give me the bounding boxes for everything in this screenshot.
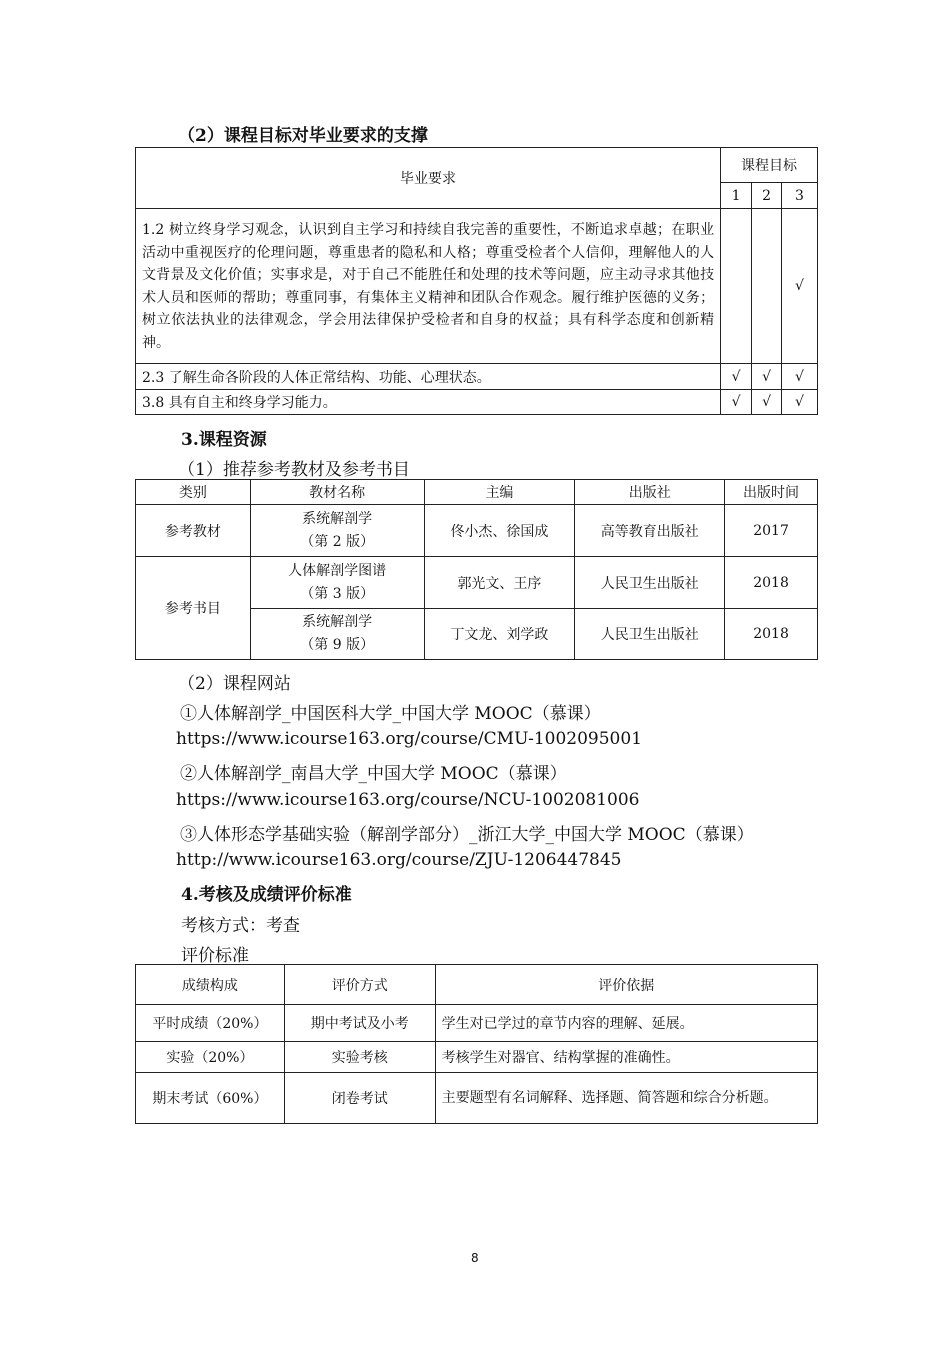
book-edition: （第 9 版） xyxy=(300,637,375,653)
header-year: 出版时间 xyxy=(725,480,818,505)
goal-mark: √ xyxy=(721,364,752,390)
book-name: 系统解剖学 xyxy=(302,510,373,527)
subheading-websites: （2）课程网站 xyxy=(178,674,291,694)
publisher-cell: 人民卫生出版社 xyxy=(575,609,725,660)
book-edition: （第 3 版） xyxy=(300,585,375,602)
goal-num-1: 1 xyxy=(721,183,752,209)
header-requirement: 毕业要求 xyxy=(136,148,721,209)
header-eval-basis: 评价依据 xyxy=(435,965,817,1005)
requirement-text: 1.2 树立终身学习观念，认识到自主学习和持续自我完善的重要性，不断追求卓越；在职业活动中重视医疗的伦理问题，尊重患者的隐私和人格；尊重受检者个人信仰，理解他人的人文背景及文化价值；实事求是，对于自己不能胜任和处理的技术等问题，应主动寻求其他技术人员和医师的帮助；尊重同事，有集体主义精神和团队合作观念。履行维护医德的义务；树立依法执业的法律观念，学会用法律保护受检者和自身的权益；具有科学态度和创新精神。 xyxy=(136,209,721,364)
eval-way-cell: 实验考核 xyxy=(284,1042,435,1073)
grade-part-cell: 期末考试（60%） xyxy=(136,1073,285,1124)
requirement-text: 2.3 了解生命各阶段的人体正常结构、功能、心理状态。 xyxy=(136,364,721,390)
goal-mark: √ xyxy=(721,390,752,415)
goal-num-3: 3 xyxy=(782,183,818,209)
editor-cell: 丁文龙、刘学政 xyxy=(424,609,575,660)
grade-part-cell: 平时成绩（20%） xyxy=(136,1005,285,1042)
table-row xyxy=(136,390,818,415)
table-row xyxy=(136,1073,818,1124)
table-row xyxy=(136,1042,818,1073)
section-heading-assessment: 4.考核及成绩评价标准 xyxy=(181,885,352,905)
category-cell: 参考书目 xyxy=(136,557,251,660)
eval-basis-cell: 学生对已学过的章节内容的理解、延展。 xyxy=(435,1005,817,1042)
year-cell: 2018 xyxy=(725,609,818,660)
website-url-2[interactable]: https://www.icourse163.org/course/NCU-1002081006 xyxy=(176,790,640,810)
grade-part-cell: 实验（20%） xyxy=(136,1042,285,1073)
header-publisher: 出版社 xyxy=(575,480,725,505)
year-cell: 2017 xyxy=(725,505,818,557)
book-name-cell xyxy=(250,609,424,660)
subheading-textbooks: （1）推荐参考教材及参考书目 xyxy=(178,460,410,480)
book-edition: （第 2 版） xyxy=(300,533,375,550)
header-editor: 主编 xyxy=(424,480,575,505)
eval-basis-cell: 考核学生对器官、结构掌握的准确性。 xyxy=(435,1042,817,1073)
book-name: 人体解剖学图谱 xyxy=(288,562,387,579)
header-category: 类别 xyxy=(136,480,251,505)
goal-mark xyxy=(752,209,782,364)
textbook-table xyxy=(135,479,818,660)
website-title-3: ③人体形态学基础实验（解剖学部分）_浙江大学_中国大学 MOOC（慕课） xyxy=(180,825,754,845)
assessment-method: 考核方式：考查 xyxy=(181,916,300,936)
goal-mark: √ xyxy=(782,390,818,415)
criteria-label: 评价标准 xyxy=(181,946,249,966)
book-name-cell xyxy=(250,557,424,609)
category-cell: 参考教材 xyxy=(136,505,251,557)
publisher-cell: 高等教育出版社 xyxy=(575,505,725,557)
eval-basis-cell: 主要题型有名词解释、选择题、简答题和综合分析题。 xyxy=(435,1073,817,1124)
website-url-1[interactable]: https://www.icourse163.org/course/CMU-1002095001 xyxy=(176,729,643,749)
book-name: 系统解剖学 xyxy=(302,614,373,630)
support-table xyxy=(135,147,818,415)
website-url-3[interactable]: http://www.icourse163.org/course/ZJU-1206447845 xyxy=(176,850,622,870)
page-number: 8 xyxy=(471,1251,479,1265)
header-course-goal: 课程目标 xyxy=(721,148,818,183)
editor-cell: 佟小杰、徐国成 xyxy=(424,505,575,557)
section-heading-support: （2）课程目标对毕业要求的支撑 xyxy=(178,126,428,146)
table-row xyxy=(136,505,818,557)
table-row xyxy=(136,557,818,609)
header-book-name: 教材名称 xyxy=(250,480,424,505)
editor-cell: 郭光文、王序 xyxy=(424,557,575,609)
goal-mark: √ xyxy=(782,209,818,364)
table-row xyxy=(136,1005,818,1042)
eval-way-cell: 期中考试及小考 xyxy=(284,1005,435,1042)
header-eval-way: 评价方式 xyxy=(284,965,435,1005)
goal-mark xyxy=(721,209,752,364)
goal-mark: √ xyxy=(782,364,818,390)
goal-mark: √ xyxy=(752,390,782,415)
publisher-cell: 人民卫生出版社 xyxy=(575,557,725,609)
goal-num-2: 2 xyxy=(752,183,782,209)
assessment-table xyxy=(135,964,818,1124)
header-grade-part: 成绩构成 xyxy=(136,965,285,1005)
website-title-1: ①人体解剖学_中国医科大学_中国大学 MOOC（慕课） xyxy=(180,704,601,724)
section-heading-resources: 3.课程资源 xyxy=(181,430,267,450)
table-row xyxy=(136,364,818,390)
website-title-2: ②人体解剖学_南昌大学_中国大学 MOOC（慕课） xyxy=(180,764,567,784)
year-cell: 2018 xyxy=(725,557,818,609)
book-name-cell xyxy=(250,505,424,557)
eval-way-cell: 闭卷考试 xyxy=(284,1073,435,1124)
goal-mark: √ xyxy=(752,364,782,390)
requirement-text: 3.8 具有自主和终身学习能力。 xyxy=(136,390,721,415)
table-row xyxy=(136,209,818,364)
